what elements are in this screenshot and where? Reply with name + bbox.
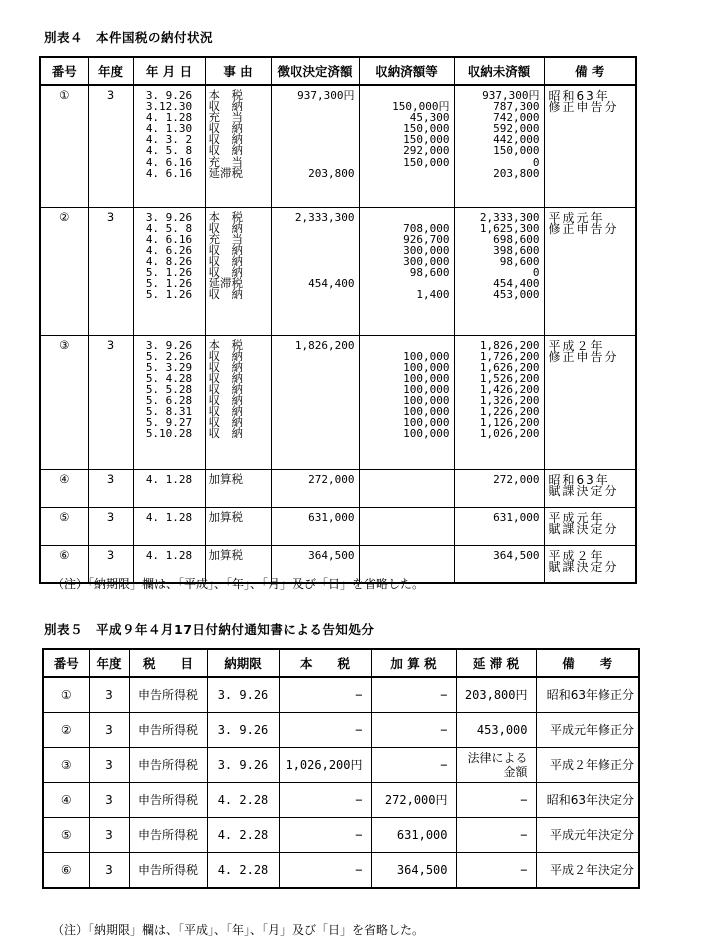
table4-note: （注）「納期限」欄は、「平成」、「年」、「月」及び「日」を省略した。 [52, 577, 425, 591]
fiscal-year: 3 [89, 748, 129, 783]
table-row [43, 748, 639, 783]
assessed-amount-cell-line [272, 351, 355, 362]
col-header: 延 滞 税 [456, 649, 536, 677]
table-row [43, 677, 639, 713]
paid-amount-cell-line: 292,000 [403, 144, 450, 158]
table5-note: （注）「納期限」欄は、「平成」、「年」、「月」及び「日」を省略した。 [52, 923, 425, 937]
date-cell-line: 4. 3. 2 [145, 133, 193, 147]
event-cell [205, 85, 271, 207]
unpaid-amount-cell-line: 398,600 [493, 243, 540, 257]
unpaid-amount-cell-line: 937,300円 [482, 89, 540, 102]
event-cell-line: 収 納 [208, 253, 243, 268]
additional-tax: 272,000円 [371, 783, 456, 818]
unpaid-amount-cell-line: 1,026,200 [479, 427, 540, 441]
table-row [40, 85, 636, 207]
table-row [43, 818, 639, 853]
fiscal-year: 3 [89, 853, 129, 889]
paid-amount-cell [359, 469, 454, 507]
col-header: 備 考 [544, 57, 636, 85]
assessed-amount-cell [271, 469, 359, 507]
paid-amount-cell-line [360, 168, 450, 179]
remarks: 昭和63年決定分 [536, 783, 639, 818]
tax-item: 申告所得税 [129, 713, 207, 748]
remarks: 平成２年修正分 [536, 748, 639, 783]
col-header: 年 月 日 [133, 57, 205, 85]
event-cell [205, 207, 271, 335]
fiscal-year: 3 [88, 207, 133, 335]
col-header: 本 税 [279, 649, 371, 677]
paid-amount-cell [359, 335, 454, 469]
unpaid-amount-cell-line: 631,000 [493, 510, 540, 524]
fiscal-year: 3 [89, 713, 129, 748]
col-header: 収納未済額 [454, 57, 544, 85]
paid-amount-cell-line: 926,700 [403, 232, 450, 246]
unpaid-amount-cell-line: 1,526,200 [479, 371, 540, 385]
unpaid-amount-cell [454, 85, 544, 207]
col-header: 加 算 税 [371, 649, 456, 677]
remarks-cell-line: 修正申告分 [548, 221, 619, 236]
unpaid-amount-cell-line: 364,500 [493, 548, 540, 562]
assessed-amount-cell-line [272, 101, 355, 112]
event-cell-line: 充 当 [208, 154, 243, 169]
date-cell-line: 4. 1.28 [145, 111, 193, 125]
paid-amount-cell-line: 100,000 [403, 371, 450, 385]
col-header: 税 目 [129, 649, 207, 677]
paid-amount-cell-line: 100,000 [403, 405, 450, 419]
event-cell-line: 収 納 [208, 132, 243, 147]
col-header: 番号 [40, 57, 88, 85]
due-date: 4. 2.28 [207, 818, 279, 853]
event-cell-line: 収 納 [208, 404, 243, 419]
row-number: ① [40, 85, 88, 207]
event-cell-line: 収 納 [208, 359, 243, 374]
assessed-amount-cell [271, 335, 359, 469]
assessed-amount-cell-line [272, 406, 355, 417]
event-cell [205, 507, 271, 545]
assessed-amount-cell-line [272, 256, 355, 267]
date-cell-line: 5. 1.26 [145, 288, 193, 302]
event-cell-line: 収 納 [208, 121, 243, 136]
assessed-amount-cell-line [272, 112, 355, 123]
date-cell-line: 4. 5. 8 [145, 144, 193, 158]
event-cell-line: 収 納 [208, 426, 243, 441]
paid-amount-cell [359, 85, 454, 207]
date-cell-line: 4. 6.16 [145, 155, 193, 169]
row-number: ⑥ [43, 853, 89, 889]
assessed-amount-cell-line: 364,500 [308, 548, 355, 562]
table-row [40, 469, 636, 507]
date-cell-line: 5. 3.29 [145, 360, 193, 374]
event-cell-line: 収 納 [208, 242, 243, 257]
assessed-amount-cell-line: 272,000 [308, 472, 355, 486]
delinquency-tax: − [456, 783, 536, 818]
principal-tax: − [279, 783, 371, 818]
fiscal-year: 3 [88, 335, 133, 469]
assessed-amount-cell-line: 631,000 [308, 510, 355, 524]
assessed-amount-cell-line [272, 289, 355, 300]
event-cell [205, 335, 271, 469]
row-number: ③ [40, 335, 88, 469]
date-cell-line: 4. 6.16 [145, 166, 193, 180]
unpaid-amount-cell-line: 1,626,200 [479, 360, 540, 374]
paid-amount-cell-line: 100,000 [403, 360, 450, 374]
principal-tax: − [279, 853, 371, 889]
remarks-cell-line: 賦課決定分 [548, 483, 619, 498]
date-cell [133, 335, 205, 469]
table-row [43, 713, 639, 748]
remarks-cell [544, 335, 636, 469]
assessed-amount-cell-line: 203,800 [308, 166, 355, 180]
date-cell-line: 5. 2.26 [145, 349, 193, 363]
date-cell [133, 207, 205, 335]
unpaid-amount-cell-line: 150,000 [493, 144, 540, 158]
paid-amount-cell-line: 100,000 [403, 416, 450, 430]
date-cell-line: 4. 1.30 [145, 122, 193, 136]
event-cell-line: 収 納 [208, 392, 243, 407]
event-cell-line: 収 納 [208, 381, 243, 396]
remarks-cell-line: 平成元年 [548, 510, 605, 525]
unpaid-amount-cell-line: 1,625,300 [479, 221, 540, 235]
date-cell-line: 4. 1.28 [145, 510, 193, 524]
paid-amount-cell-line: 100,000 [403, 349, 450, 363]
assessed-amount-cell-line [272, 384, 355, 395]
unpaid-amount-cell-line: 742,000 [493, 111, 540, 125]
unpaid-amount-cell-line: 453,000 [493, 288, 540, 302]
table4-title: 別表４ 本件国税の納付状況 [44, 30, 214, 45]
date-cell [133, 469, 205, 507]
remarks-cell [544, 545, 636, 583]
col-header: 備 考 [536, 649, 639, 677]
tax-item: 申告所得税 [129, 818, 207, 853]
unpaid-amount-cell [454, 207, 544, 335]
assessed-amount-cell-line: 937,300円 [297, 89, 355, 102]
col-header: 番号 [43, 649, 89, 677]
delinquency-tax: − [456, 853, 536, 889]
assessed-amount-cell-line [272, 362, 355, 373]
assessed-amount-cell-line [272, 395, 355, 406]
unpaid-amount-cell-line: 2,333,300 [479, 210, 540, 224]
assessed-amount-cell [271, 507, 359, 545]
date-cell-line: 4. 6.26 [145, 243, 193, 257]
date-cell-line: 4. 8.26 [145, 254, 193, 268]
principal-tax: − [279, 818, 371, 853]
remarks-cell [544, 85, 636, 207]
assessed-amount-cell-line [272, 145, 355, 156]
date-cell-line: 3. 9.26 [145, 210, 193, 224]
date-cell [133, 507, 205, 545]
due-date: 3. 9.26 [207, 713, 279, 748]
table-row [43, 783, 639, 818]
row-number: ② [40, 207, 88, 335]
date-cell-line: 3. 9.26 [145, 89, 193, 102]
event-cell-line: 収 納 [208, 99, 243, 114]
row-number: ④ [43, 783, 89, 818]
remarks-cell-line: 平成２年 [548, 548, 605, 563]
col-header: 収納済額等 [359, 57, 454, 85]
paid-amount-cell-line: 708,000 [403, 221, 450, 235]
event-cell-line: 本 税 [208, 88, 243, 102]
row-number: ① [43, 677, 89, 713]
paid-amount-cell-line: 100,000 [403, 382, 450, 396]
tax-item: 申告所得税 [129, 853, 207, 889]
date-cell-line: 5.10.28 [145, 427, 193, 441]
paid-amount-cell-line: 150,000円 [392, 100, 450, 114]
remarks: 平成２年決定分 [536, 853, 639, 889]
event-cell-line: 加算税 [208, 471, 243, 486]
principal-tax: 1,026,200円 [279, 748, 371, 783]
date-cell-line: 5. 6.28 [145, 393, 193, 407]
event-cell-line: 収 納 [208, 287, 243, 302]
remarks-cell-line: 平成元年 [548, 210, 605, 225]
event-cell-line: 収 納 [208, 415, 243, 430]
remarks-cell [544, 507, 636, 545]
paid-amount-cell-line: 1,400 [416, 288, 450, 302]
assessed-amount-cell-line [272, 234, 355, 245]
remarks-cell-line: 修正申告分 [548, 349, 619, 364]
additional-tax: − [371, 748, 456, 783]
remarks-cell-line: 賦課決定分 [548, 559, 619, 574]
date-cell-line: 4. 1.28 [145, 548, 193, 562]
paid-amount-cell-line: 300,000 [403, 254, 450, 268]
paid-amount-cell-line: 150,000 [403, 122, 450, 136]
fiscal-year: 3 [88, 507, 133, 545]
unpaid-amount-cell [454, 469, 544, 507]
remarks-cell-line: 昭和63年 [548, 472, 610, 487]
event-cell-line: 充 当 [208, 231, 243, 246]
fiscal-year: 3 [88, 85, 133, 207]
unpaid-amount-cell-line: 787,300 [493, 100, 540, 114]
col-header: 年度 [89, 649, 129, 677]
assessed-amount-cell-line [272, 428, 355, 439]
col-header: 納期限 [207, 649, 279, 677]
remarks-cell [544, 207, 636, 335]
col-header: 事 由 [205, 57, 271, 85]
delinquency-tax: − [456, 818, 536, 853]
unpaid-amount-cell-line: 0 [532, 265, 540, 279]
event-cell-line: 充 当 [208, 110, 243, 125]
event-cell-line: 本 税 [208, 209, 243, 224]
remarks: 平成元年修正分 [536, 713, 639, 748]
date-cell-line: 3. 9.26 [145, 338, 193, 352]
event-cell-line: 本 税 [208, 337, 243, 352]
table4-header-row [40, 57, 636, 85]
paid-amount-cell-line: 150,000 [403, 155, 450, 169]
event-cell-line: 収 納 [208, 264, 243, 279]
assessed-amount-cell-line [272, 245, 355, 256]
unpaid-amount-cell-line: 1,426,200 [479, 382, 540, 396]
unpaid-amount-cell-line: 0 [532, 155, 540, 169]
remarks-cell-line: 平成２年 [548, 338, 605, 353]
tax-item: 申告所得税 [129, 783, 207, 818]
principal-tax: − [279, 677, 371, 713]
event-cell-line: 収 納 [208, 220, 243, 235]
table-row [40, 335, 636, 469]
unpaid-amount-cell-line: 1,126,200 [479, 416, 540, 430]
remarks-cell-line: 賦課決定分 [548, 521, 619, 536]
due-date: 4. 2.28 [207, 853, 279, 889]
event-cell-line: 収 納 [208, 370, 243, 385]
paid-amount-cell [359, 507, 454, 545]
delinquency-tax: 法律による金額 [456, 748, 536, 783]
remarks-cell-line: 修正申告分 [548, 100, 619, 115]
due-date: 3. 9.26 [207, 677, 279, 713]
date-cell [133, 85, 205, 207]
paid-amount-cell-line [360, 550, 450, 561]
unpaid-amount-cell-line: 98,600 [499, 254, 540, 268]
remarks-cell-line: 昭和63年 [548, 89, 610, 103]
assessed-amount-cell-line [272, 157, 355, 168]
assessed-amount-cell-line [272, 223, 355, 234]
unpaid-amount-cell [454, 545, 544, 583]
unpaid-amount-cell-line: 1,226,200 [479, 405, 540, 419]
paid-amount-cell-line: 300,000 [403, 243, 450, 257]
fiscal-year: 3 [89, 818, 129, 853]
table5-title: 別表５ 平成９年４月17日付納付通知書による告知処分 [44, 622, 375, 637]
unpaid-amount-cell-line: 203,800 [493, 166, 540, 180]
paid-amount-cell-line [360, 340, 450, 351]
unpaid-amount-cell [454, 507, 544, 545]
col-header: 徴収決定済額 [271, 57, 359, 85]
date-cell-line: 5. 9.27 [145, 416, 193, 430]
paid-amount-cell-line [360, 512, 450, 523]
event-cell-line: 収 納 [208, 348, 243, 363]
tax-item: 申告所得税 [129, 748, 207, 783]
unpaid-amount-cell-line: 442,000 [493, 133, 540, 147]
assessed-amount-cell-line [272, 417, 355, 428]
table-row [40, 207, 636, 335]
unpaid-amount-cell [454, 335, 544, 469]
row-number: ③ [43, 748, 89, 783]
table-row [43, 853, 639, 889]
table5-header-row [43, 649, 639, 677]
date-cell-line: 4. 6.16 [145, 232, 193, 246]
assessed-amount-cell-line [272, 134, 355, 145]
row-number: ② [43, 713, 89, 748]
paid-amount-cell-line: 100,000 [403, 427, 450, 441]
fiscal-year: 3 [89, 677, 129, 713]
additional-tax: 364,500 [371, 853, 456, 889]
fiscal-year: 3 [88, 469, 133, 507]
additional-tax: − [371, 713, 456, 748]
event-cell [205, 469, 271, 507]
assessed-amount-cell [271, 85, 359, 207]
paid-amount-cell-line: 45,300 [409, 111, 450, 125]
date-cell-line: 5. 5.28 [145, 382, 193, 396]
assessed-amount-cell-line: 1,826,200 [294, 338, 355, 352]
event-cell-line: 収 納 [208, 143, 243, 158]
row-number: ⑤ [43, 818, 89, 853]
remarks-cell [544, 469, 636, 507]
date-cell-line: 5. 8.31 [145, 405, 193, 419]
table-row [40, 507, 636, 545]
row-number: ④ [40, 469, 88, 507]
row-number: ⑥ [40, 545, 88, 583]
date-cell-line: 3.12.30 [145, 100, 193, 114]
event-cell-line: 加算税 [208, 509, 243, 524]
unpaid-amount-cell-line: 698,600 [493, 232, 540, 246]
table5 [42, 648, 640, 889]
col-header: 年度 [88, 57, 133, 85]
paid-amount-cell-line: 150,000 [403, 133, 450, 147]
paid-amount-cell-line [360, 474, 450, 485]
unpaid-amount-cell-line: 272,000 [493, 472, 540, 486]
delinquency-tax: 453,000 [456, 713, 536, 748]
paid-amount-cell [359, 207, 454, 335]
unpaid-amount-cell-line: 1,726,200 [479, 349, 540, 363]
due-date: 3. 9.26 [207, 748, 279, 783]
date-cell-line: 4. 5. 8 [145, 221, 193, 235]
fiscal-year: 3 [89, 783, 129, 818]
table4 [39, 56, 637, 584]
assessed-amount-cell-line: 454,400 [308, 277, 355, 291]
due-date: 4. 2.28 [207, 783, 279, 818]
tax-item: 申告所得税 [129, 677, 207, 713]
event-cell-line: 延滞税 [208, 165, 243, 180]
unpaid-amount-cell-line: 1,326,200 [479, 393, 540, 407]
principal-tax: − [279, 713, 371, 748]
assessed-amount-cell-line: 2,333,300 [294, 210, 355, 224]
date-cell-line: 4. 1.28 [145, 472, 193, 486]
paid-amount-cell-line: 98,600 [409, 265, 450, 279]
row-number: ⑤ [40, 507, 88, 545]
paid-amount-cell-line [360, 212, 450, 223]
event-cell-line: 加算税 [208, 547, 243, 562]
additional-tax: − [371, 677, 456, 713]
unpaid-amount-cell-line: 1,826,200 [479, 338, 540, 352]
date-cell-line: 5. 1.26 [145, 265, 193, 279]
unpaid-amount-cell-line: 454,400 [493, 277, 540, 291]
unpaid-amount-cell-line: 592,000 [493, 122, 540, 136]
assessed-amount-cell [271, 207, 359, 335]
event-cell-line: 延滞税 [208, 276, 243, 291]
assessed-amount-cell-line [272, 373, 355, 384]
fiscal-year: 3 [88, 545, 133, 583]
remarks: 昭和63年修正分 [536, 677, 639, 713]
date-cell-line: 5. 4.28 [145, 371, 193, 385]
remarks: 平成元年決定分 [536, 818, 639, 853]
additional-tax: 631,000 [371, 818, 456, 853]
assessed-amount-cell-line [272, 123, 355, 134]
paid-amount-cell-line: 100,000 [403, 393, 450, 407]
delinquency-tax: 203,800円 [456, 677, 536, 713]
date-cell-line: 5. 1.26 [145, 277, 193, 291]
